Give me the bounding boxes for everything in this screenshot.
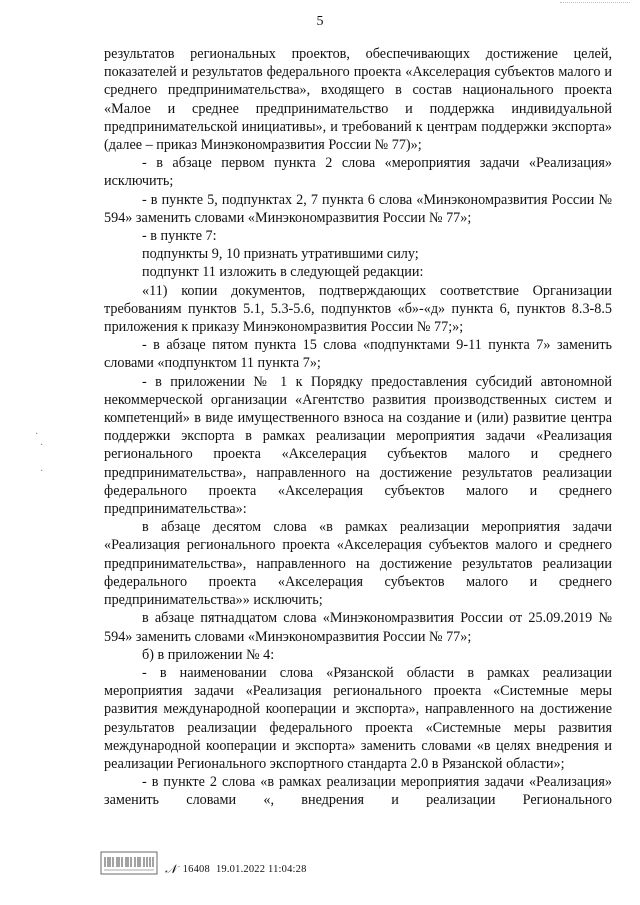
document-body bbox=[104, 45, 612, 810]
paragraph-5: подпункты 9, 10 признать утратившими силу; bbox=[142, 246, 419, 263]
document-timestamp: 19.01.2022 11:04:28 bbox=[215, 864, 307, 875]
registry-symbol: 𝒩 bbox=[165, 862, 177, 876]
document-number: 16408 bbox=[182, 864, 210, 875]
document-footer bbox=[165, 862, 307, 877]
margin-mark: · bbox=[40, 440, 44, 451]
paragraph-9: - в приложении № 1 к Порядку предоставления субсидий автономной некоммерческой организации «Агентство развития производственных систем и компетенций» в виде имущественного взноса на создание и (или) развитие центра поддержки экспорта в рамках реализации мероприятия задачи «Реализация регионального проекта «Акселерация субъектов малого и среднего предпринимательства», направленного на достижение результатов реализации федерального проекта «Акселерация субъектов малого и среднего предпринимательства»: bbox=[104, 373, 613, 518]
paragraph-4: - в пункте 7: bbox=[142, 228, 217, 245]
paragraph-8: - в абзаце пятом пункта 15 слова «подпунктами 9-11 пункта 7» заменить словами «подпунктом 11 пункта 7»; bbox=[104, 337, 613, 372]
paragraph-2: - в абзаце первом пункта 2 слова «мероприятия задачи «Реализация» исключить; bbox=[104, 155, 612, 190]
page-number: 5 bbox=[316, 14, 324, 29]
paragraph-3: - в пункте 5, подпунктах 2, 7 пункта 6 слова «Минэкономразвития России № 594» заменить словами «Минэкономразвития России № 77»; bbox=[104, 191, 612, 226]
paragraph-13: - в наименовании слова «Рязанской области в рамках реализации мероприятия задачи «Реализация регионального проекта «Системные меры развития международной кооперации и экспорта», направленного на достижение результатов реализации федерального проекта «Системные меры развития международной кооперации и экспорта» заменить словами «в целях внедрения и реализации Регионального экспортного стандарта 2.0 в Рязанской области»; bbox=[104, 664, 612, 772]
paragraph-6: подпункт 11 изложить в следующей редакции: bbox=[142, 264, 424, 281]
margin-mark: · bbox=[35, 429, 39, 440]
barcode-stamp-icon bbox=[100, 851, 158, 875]
paragraph-10: в абзаце десятом слова «в рамках реализации мероприятия задачи «Реализация регионального проекта «Акселерация субъектов малого и среднего предпринимательства», направленного на достижение результатов реализации федерального проекта «Акселерация субъектов малого и среднего предпринимательства»» исключить; bbox=[104, 519, 613, 609]
paragraph-1: результатов региональных проектов, обеспечивающих достижение целей, показателей и результатов федерального проекта «Акселерация субъектов малого и среднего предпринимательства», входящего в состав национального проекта «Малое и среднее предпринимательство и поддержка индивидуальной предпринимательской инициативы», и требований к центрам поддержки экспорта» (далее – приказ Минэкономразвития России № 77)»; bbox=[104, 46, 613, 154]
margin-mark: · bbox=[40, 466, 44, 477]
paragraph-12: б) в приложении № 4: bbox=[142, 646, 275, 663]
paragraph-14: - в пункте 2 слова «в рамках реализации мероприятия задачи «Реализация» заменить словами «, внедрения и реализации Регионального bbox=[104, 774, 613, 809]
paragraph-7: «11) копии документов, подтверждающих соответствие Организации требованиям пунктов 5.1, 5.3-5.6, подпунктов «б»-«д» пункта 6, пунктов 8.3-8.5 приложения к приказу Минэкономразвития России № 77;»; bbox=[104, 282, 612, 336]
scan-noise bbox=[560, 2, 630, 9]
paragraph-11: в абзаце пятнадцатом слова «Минэкономразвития России от 25.09.2019 № 594» заменить словами «Минэкономразвития России № 77»; bbox=[104, 610, 613, 645]
